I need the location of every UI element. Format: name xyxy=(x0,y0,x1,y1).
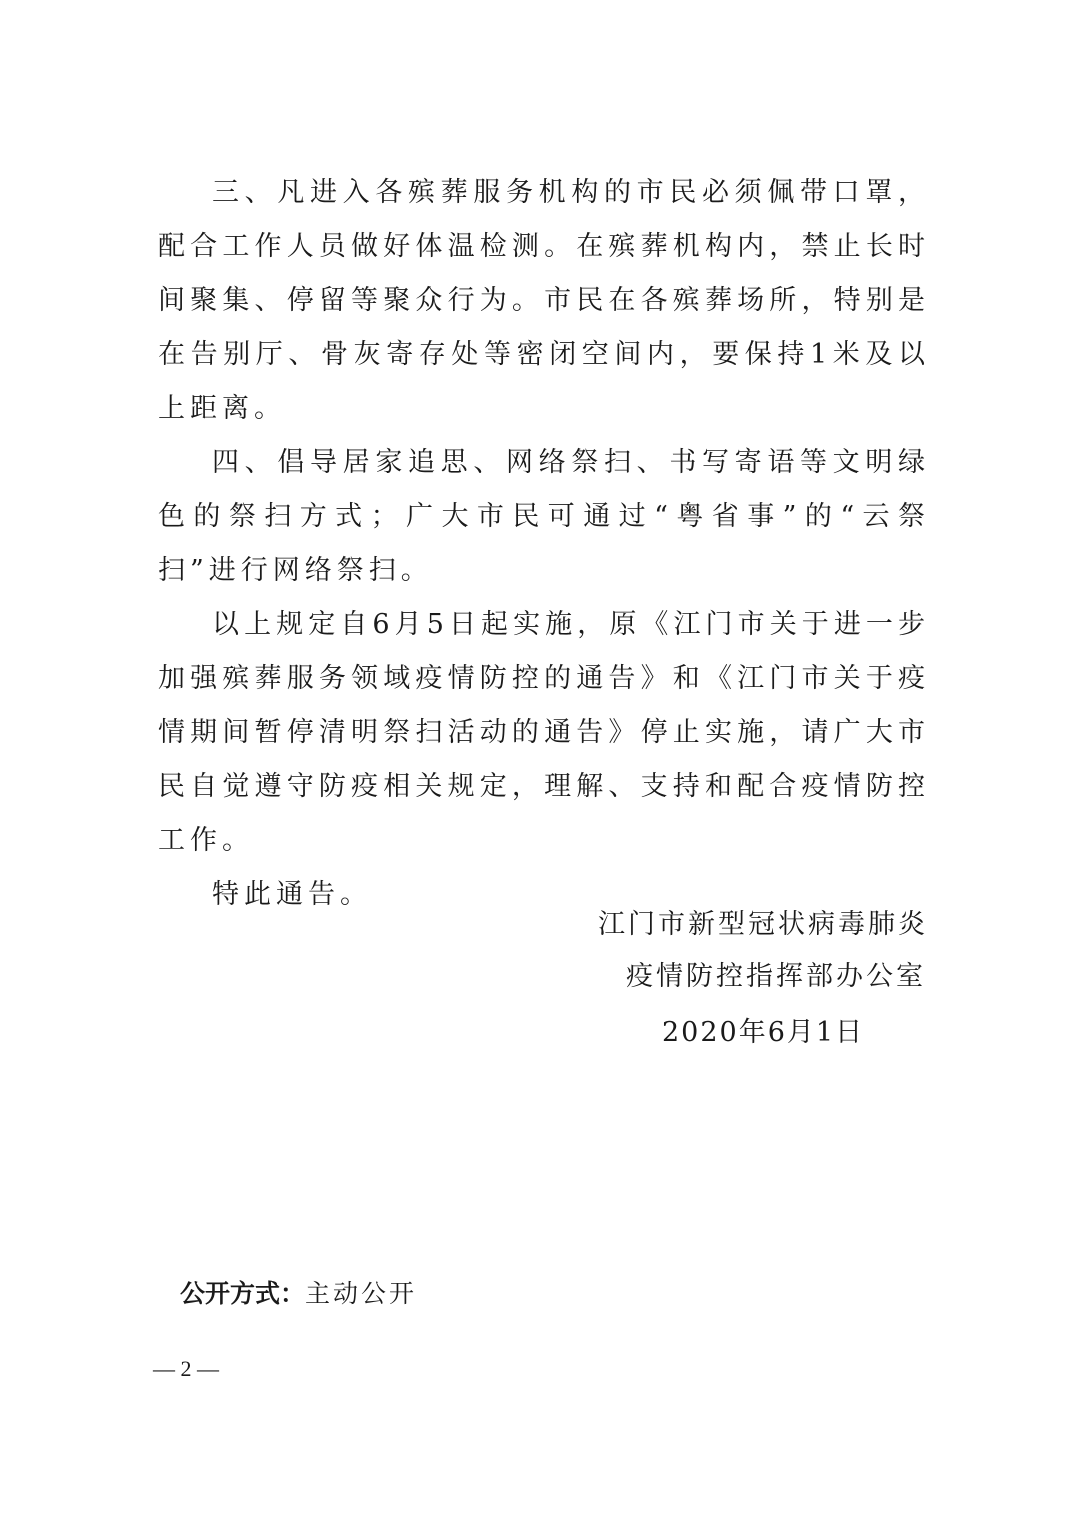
signature-date: 2020年6月1日 xyxy=(662,1017,865,1048)
signature-org-line2: 疫情防控指挥部办公室 xyxy=(626,961,926,992)
page-number: — 2 — xyxy=(153,1356,219,1381)
paragraph-implementation: 以上规定自6月5日起实施，原《江门市关于进一步加强殡葬服务领域疫情防控的通告》和《江门市关于疫情期间暂停清明祭扫活动的通告》停止实施，请广大市民自觉遵守防疫相关规定，理解、支持和配合疫情防控工作。 xyxy=(158,609,930,856)
paragraph-item-4: 四、倡导居家追思、网络祭扫、书写寄语等文明绿色的祭扫方式；广大市民可通过“粤省事”的“云祭扫”进行网络祭扫。 xyxy=(158,447,930,586)
disclosure-value: 主动公开 xyxy=(305,1279,418,1308)
paragraph-item-3: 三、凡进入各殡葬服务机构的市民必须佩带口罩，配合工作人员做好体温检测。在殡葬机构内，禁止长时间聚集、停留等聚众行为。市民在各殡葬场所，特别是在告别厅、骨灰寄存处等密闭空间内，要保持1米及以上距离。 xyxy=(158,177,930,424)
disclosure-line xyxy=(180,1274,417,1310)
signature-org-line1: 江门市新型冠状病毒肺炎 xyxy=(598,909,928,940)
paragraph-closing: 特此通告。 xyxy=(212,879,372,910)
notice-body xyxy=(158,166,930,922)
disclosure-label: 公开方式： xyxy=(180,1279,306,1308)
